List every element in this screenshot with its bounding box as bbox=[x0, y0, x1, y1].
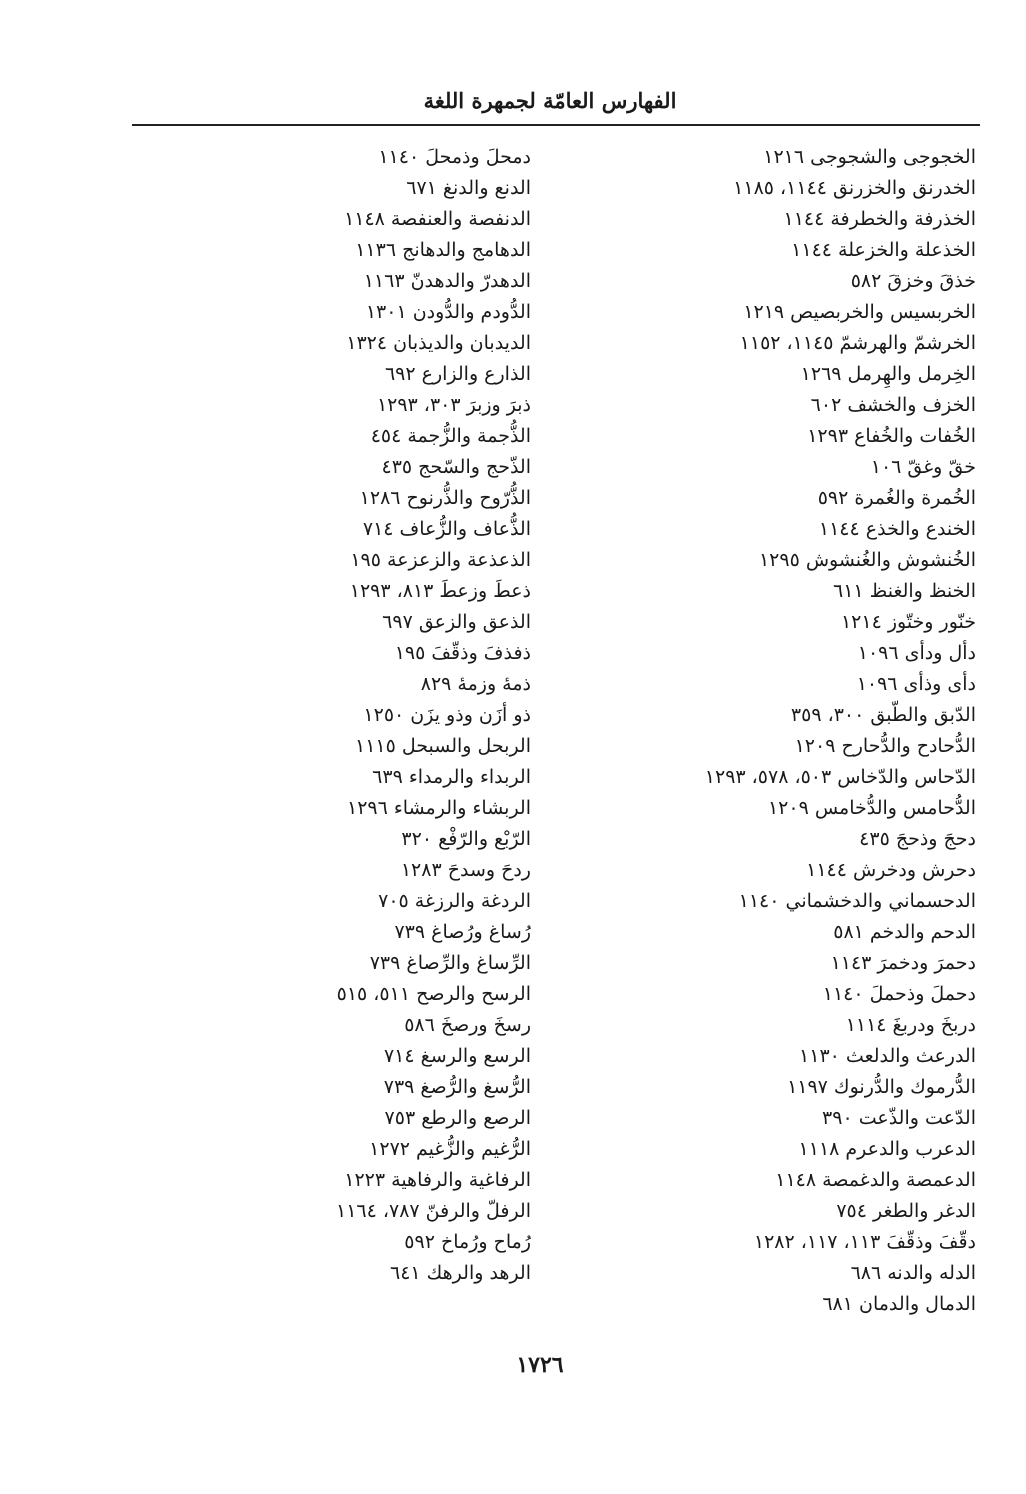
index-entry: الدحسماني والدخشماني ١١٤٠ bbox=[738, 890, 976, 912]
index-entry: الدّحاس والدّخاس ٥٠٣، ٥٧٨، ١٢٩٣ bbox=[704, 766, 976, 788]
index-entry: الدُّرموك والدُّرنوك ١١٩٧ bbox=[787, 1076, 976, 1098]
index-entry: الديدبان والديذبان ١٣٢٤ bbox=[346, 332, 531, 354]
index-entry: الدهدرّ والدهدنّ ١١٦٣ bbox=[363, 270, 531, 292]
index-entry: الدعمصة والدغمصة ١١٤٨ bbox=[775, 1169, 976, 1191]
index-entry: دحمرَ ودخمرَ ١١٤٣ bbox=[830, 952, 976, 974]
index-entry: الخِرمل والهِرمل ١٢٦٩ bbox=[800, 363, 976, 385]
index-entry: ردحَ وسدحَ ١٢٨٣ bbox=[400, 859, 531, 881]
index-entry: الرُّسغ والرُّصغ ٧٣٩ bbox=[383, 1076, 531, 1098]
index-entry: الخجوجى والشجوجى ١٢١٦ bbox=[763, 146, 976, 168]
index-entry: الخربسيس والخربصيص ١٢١٩ bbox=[743, 301, 976, 323]
index-entry: الرسع والرسغ ٧١٤ bbox=[383, 1045, 531, 1067]
index-entry: الدنع والدنغ ٦٧١ bbox=[406, 177, 531, 199]
index-entry: الدّعت والذّعت ٣٩٠ bbox=[822, 1107, 976, 1129]
index-entry: دأل ودأى ١٠٩٦ bbox=[857, 642, 976, 664]
page-number: ١٧٢٦ bbox=[516, 1352, 564, 1378]
index-entry: الرسح والرصح ٥١١، ٥١٥ bbox=[336, 983, 531, 1005]
index-entry: ذفذفَ وذقّفَ ١٩٥ bbox=[394, 642, 531, 664]
index-entry: خنّور وختّوز ١٢١٤ bbox=[840, 611, 976, 633]
index-entry: الخرشمّ والهرشمّ ١١٤٥، ١١٥٢ bbox=[739, 332, 976, 354]
index-entry: الذعذعة والزعزعة ١٩٥ bbox=[350, 549, 531, 571]
index-entry: دقّفَ وذقّفَ ١١٣، ١١٧، ١٢٨٢ bbox=[753, 1231, 976, 1253]
index-entry: رُساغ ورُصاغ ٧٣٩ bbox=[394, 921, 531, 943]
index-column-right bbox=[636, 142, 976, 1320]
index-entry: الردغة والرزغة ٧٠٥ bbox=[378, 890, 531, 912]
index-entry: دحرش ودخرش ١١٤٤ bbox=[806, 859, 976, 881]
header-rule bbox=[132, 124, 980, 126]
index-entry: الدرعث والدلعث ١١٣٠ bbox=[799, 1045, 976, 1067]
index-entry: الرُّغيم والزُّغيم ١٢٧٢ bbox=[369, 1138, 531, 1160]
index-entry: الدُّحادح والدُّحارح ١٢٠٩ bbox=[794, 735, 976, 757]
index-entry: رُماح ورُماخ ٥٩٢ bbox=[404, 1231, 531, 1253]
index-entry: الذارع والزارع ٦٩٢ bbox=[384, 363, 531, 385]
index-entry: الدله والدنه ٦٨٦ bbox=[850, 1262, 976, 1284]
index-entry: الرّبْع والرّفْع ٣٢٠ bbox=[401, 828, 531, 850]
page-header-title: الفهارس العامّة لجمهرة اللغة bbox=[423, 88, 677, 113]
index-entry: الذعق والزعق ٦٩٧ bbox=[382, 611, 531, 633]
index-entry: الدحم والدخم ٥٨١ bbox=[833, 921, 976, 943]
index-entry: الربحل والسبحل ١١١٥ bbox=[355, 735, 531, 757]
index-entry: الرهد والرهك ٦٤١ bbox=[389, 1262, 531, 1284]
index-entry: الدعرب والدعرم ١١١٨ bbox=[798, 1138, 976, 1160]
index-entry: الرفلّ والرفنّ ٧٨٧، ١١٦٤ bbox=[336, 1200, 531, 1222]
index-entry: الذُّجمة والزُّجمة ٤٥٤ bbox=[370, 425, 531, 447]
index-entry: الرصع والرطع ٧٥٣ bbox=[384, 1107, 531, 1129]
index-entry: الدغر والطغر ٧٥٤ bbox=[836, 1200, 976, 1222]
index-entry: رسخَ ورصخَ ٥٨٦ bbox=[404, 1014, 531, 1036]
index-entry: دحجَ وذحجَ ٤٣٥ bbox=[859, 828, 976, 850]
index-entry: الخنظ والغنظ ٦١١ bbox=[833, 580, 976, 602]
index-entry: الدنفصة والعنفصة ١١٤٨ bbox=[344, 208, 531, 230]
index-entry: الخُفات والخُفاع ١٢٩٣ bbox=[807, 425, 976, 447]
index-entry: دأى وذأى ١٠٩٦ bbox=[856, 673, 976, 695]
index-entry: الخزف والخشف ٦٠٢ bbox=[810, 394, 976, 416]
index-entry: دمحلَ وذمحلَ ١١٤٠ bbox=[378, 146, 531, 168]
index-entry: الخُمرة والغُمرة ٥٩٢ bbox=[817, 487, 976, 509]
index-entry: الذّحج والسّحج ٤٣٥ bbox=[381, 456, 531, 478]
index-entry: الرِّساغ والرِّصاغ ٧٣٩ bbox=[369, 952, 531, 974]
index-entry: الخندع والخذع ١١٤٤ bbox=[818, 518, 976, 540]
index-entry: الخذرفة والخطرفة ١١٤٤ bbox=[783, 208, 976, 230]
index-column-left bbox=[291, 142, 531, 1289]
index-entry: الخُنشوش والغُنشوش ١٢٩٥ bbox=[758, 549, 976, 571]
index-entry: الخدرنق والخزرنق ١١٤٤، ١١٨٥ bbox=[733, 177, 976, 199]
index-entry: ذبرَ وزبرَ ٣٠٣، ١٢٩٣ bbox=[376, 394, 531, 416]
index-entry: ذعطَ وزعطَ ٨١٣، ١٢٩٣ bbox=[349, 580, 531, 602]
index-entry: الذُّعاف والزُّعاف ٧١٤ bbox=[362, 518, 531, 540]
index-entry: الربداء والرمداء ٦٣٩ bbox=[372, 766, 531, 788]
index-entry: الخذعلة والخزعلة ١١٤٤ bbox=[791, 239, 976, 261]
index-entry: الدهامج والدهانج ١١٣٦ bbox=[355, 239, 531, 261]
index-entry: خذقَ وخزقَ ٥٨٢ bbox=[850, 270, 976, 292]
index-entry: الدُّودم والدُّودن ١٣٠١ bbox=[365, 301, 531, 323]
index-entry: الذُّرّوح والذُّرنوح ١٢٨٦ bbox=[359, 487, 531, 509]
index-entry: ذو أزَن وذو يزَن ١٢٥٠ bbox=[363, 704, 531, 726]
index-entry: الدمال والدمان ٦٨١ bbox=[822, 1293, 976, 1315]
index-entry: الدُّحامس والدُّخامس ١٢٠٩ bbox=[767, 797, 976, 819]
index-entry: دربخَ ودربغَ ١١١٤ bbox=[845, 1014, 976, 1036]
index-entry: الربشاء والرمشاء ١٢٩٦ bbox=[347, 797, 531, 819]
index-entry: خقّ وغقّ ١٠٦ bbox=[870, 456, 976, 478]
index-entry: دحملَ وذحملَ ١١٤٠ bbox=[822, 983, 976, 1005]
index-entry: الدّبق والطّبق ٣٠٠، ٣٥٩ bbox=[790, 704, 976, 726]
index-entry: الرفاغية والرفاهية ١٢٢٣ bbox=[344, 1169, 531, 1191]
index-entry: ذمهٔ وزمهٔ ٨٢٩ bbox=[420, 673, 531, 695]
